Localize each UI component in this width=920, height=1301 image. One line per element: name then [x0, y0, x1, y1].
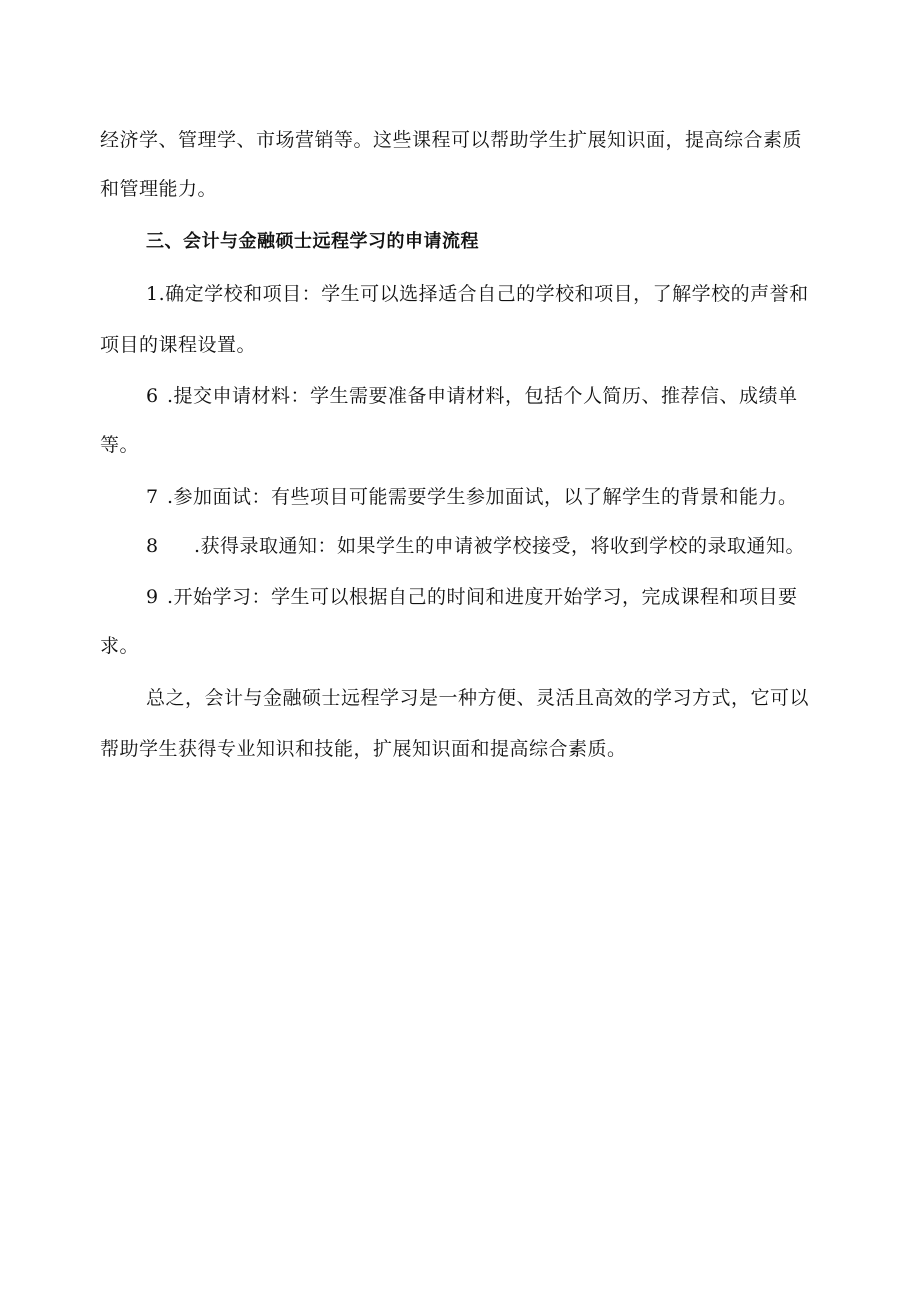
section-heading: 三、会计与金融硕士远程学习的申请流程	[146, 231, 479, 252]
step-8-line	[146, 520, 805, 572]
step-6-text: .提交申请材料：学生需要准备申请材料，包括个人简历、推荐信、成绩单	[167, 385, 798, 407]
conclusion-line-2: 帮助学生获得专业知识和技能，扩展知识面和提高综合素质。	[100, 738, 627, 760]
conclusion-line-1: 总之，会计与金融硕士远程学习是一种方便、灵活且高效的学习方式，它可以	[146, 687, 810, 709]
step-6-line-2: 等。	[100, 434, 140, 456]
step-9-line-2: 求。	[100, 635, 140, 657]
step-9-number: 9	[146, 586, 159, 608]
step-9-text: .开始学习：学生可以根据自己的时间和进度开始学习，完成课程和项目要	[167, 586, 798, 608]
step-6-line-1	[146, 370, 798, 422]
step-1-number: 1.	[146, 283, 166, 305]
continuation-line-2: 和管理能力。	[100, 178, 218, 200]
step-6-number: 6	[146, 385, 159, 407]
step-8-number: 8	[146, 535, 159, 557]
step-9-line-1	[146, 571, 798, 623]
continuation-line-1: 经济学、管理学、市场营销等。这些课程可以帮助学生扩展知识面，提高综合素质	[100, 129, 803, 151]
step-1-text: 确定学校和项目：学生可以选择适合自己的学校和项目，了解学校的声誉和	[165, 283, 809, 305]
step-7-text: .参加面试：有些项目可能需要学生参加面试，以了解学生的背景和能力。	[167, 486, 798, 508]
step-8-text: .获得录取通知：如果学生的申请被学校接受，将收到学校的录取通知。	[194, 535, 806, 557]
step-7-line	[146, 471, 798, 523]
step-1-line-1	[146, 268, 809, 320]
step-1-line-2: 项目的课程设置。	[100, 334, 257, 356]
step-7-number: 7	[146, 486, 159, 508]
